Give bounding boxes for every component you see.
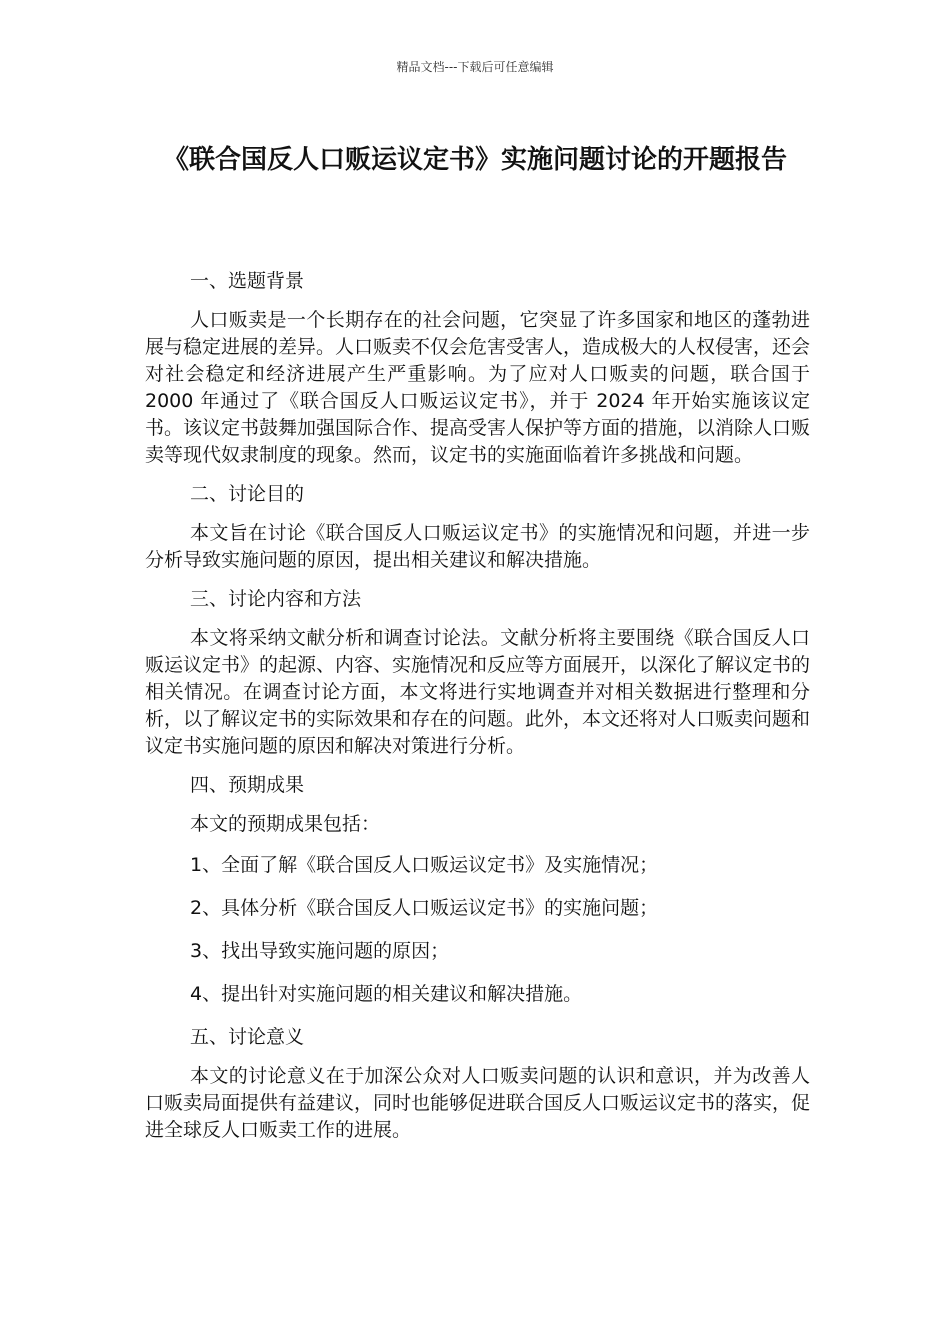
section-heading-outcomes: 四、预期成果: [190, 774, 305, 796]
section-heading-background: 一、选题背景: [190, 270, 305, 292]
list-item: 4、提出针对实施问题的相关建议和解决措施。: [190, 983, 583, 1005]
section-heading-significance: 五、讨论意义: [190, 1026, 305, 1048]
paragraph-purpose: 本文旨在讨论《联合国反人口贩运议定书》的实施情况和问题，并进一步分析导致实施问题的原因，提出相关建议和解决措施。: [145, 522, 810, 571]
document-body: [145, 268, 810, 1156]
section-heading-purpose: 二、讨论目的: [190, 483, 305, 505]
document-title: 《联合国反人口贩运议定书》实施问题讨论的开题报告: [162, 145, 787, 175]
header-note: 精品文档---下载后可任意编辑: [396, 60, 554, 74]
list-item: 3、找出导致实施问题的原因；: [190, 940, 450, 962]
list-item: 2、具体分析《联合国反人口贩运议定书》的实施问题；: [190, 897, 659, 919]
list-item: 1、全面了解《联合国反人口贩运议定书》及实施情况；: [190, 854, 659, 876]
paragraph-background: 人口贩卖是一个长期存在的社会问题，它突显了许多国家和地区的蓬勃进展与稳定进展的差异。人口贩卖不仅会危害受害人，造成极大的人权侵害，还会对社会稳定和经济进展产生严重影响。为了应对人口贩卖的问题，联合国于 2000 年通过了《联合国反人口贩运议定书》，并于 2024 年开始实施该议定书。该议定书鼓舞加强国际合作、提高受害人保护等方面的措施，以消除人口贩卖等现代奴隶制度的现象。然而，议定书的实施面临着许多挑战和问题。: [145, 309, 811, 466]
section-heading-methods: 三、讨论内容和方法: [190, 588, 362, 610]
paragraph-significance: 本文的讨论意义在于加深公众对人口贩卖问题的认识和意识，并为改善人口贩卖局面提供有益建议，同时也能够促进联合国反人口贩运议定书的落实，促进全球反人口贩卖工作的进展。: [145, 1065, 811, 1141]
paragraph-methods: 本文将采纳文献分析和调查讨论法。文献分析将主要围绕《联合国反人口贩运议定书》的起源、内容、实施情况和反应等方面展开，以深化了解议定书的相关情况。在调查讨论方面，本文将进行实地调查并对相关数据进行整理和分析，以了解议定书的实际效果和存在的问题。此外，本文还将对人口贩卖问题和议定书实施问题的原因和解决对策进行分析。: [145, 627, 811, 757]
outcomes-intro: 本文的预期成果包括：: [190, 813, 381, 835]
